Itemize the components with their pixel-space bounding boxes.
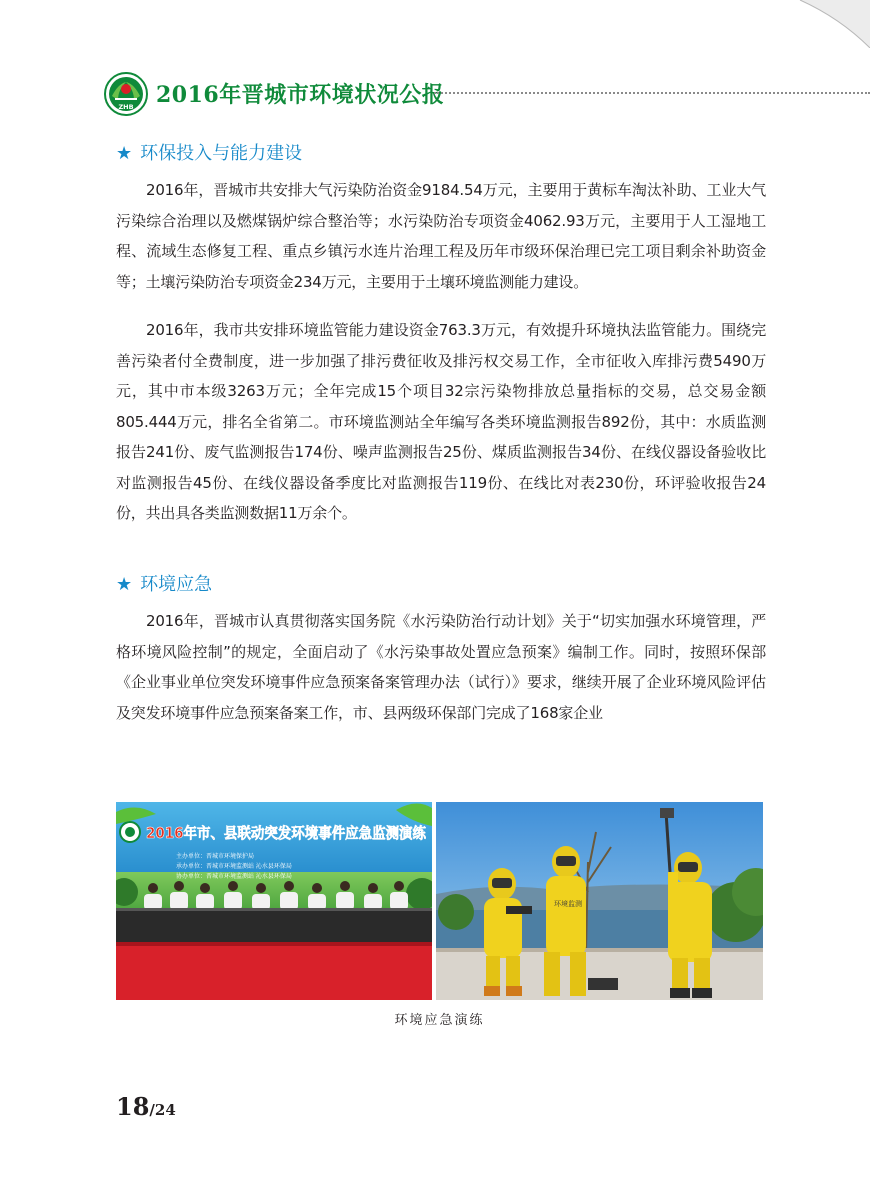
- paragraph: 2016年，晋城市认真贯彻落实国务院《水污染防治行动计划》关于“切实加强水环境管理，严格环境风险控制”的规定，全面启动了《水污染事故处置应急预案》编制工作。同时，按照环保部《企业事业单位突发环境事件应急预案备案管理办法（试行）》要求，继续开展了企业环境风险评估及突发环境事件应急预案备案工作，市、县两级环保部门完成了168家企业: [116, 612, 766, 722]
- hazmat-illustration: [436, 802, 763, 1000]
- page-header: [104, 72, 870, 116]
- photo-drill-stage: [116, 802, 432, 1000]
- zhb-logo: [104, 72, 148, 116]
- star-icon: ★: [116, 143, 133, 164]
- page-corner-decoration: [770, 0, 870, 48]
- logo-text: ZHB: [118, 103, 134, 111]
- photo-hazmat-drill: [436, 802, 763, 1000]
- section-heading-text: 环境应急: [140, 574, 213, 595]
- star-icon: ★: [116, 574, 133, 595]
- paragraph: 2016年，我市共安排环境监管能力建设资金763.3万元，有效提升环境执法监管能力。围绕完善污染者付全费制度，进一步加强了排污费征收及排污权交易工作，全市征收入库排污费5490万元，其中市本级3263万元；全年完成15个项目32宗污染物排放总量指标的交易，总交易金额805.444万元，排名全省第二。市环境监测站全年编写各类环境监测报告892份，其中：水质监测报告241份、废气监测报告174份、噪声监测报告25份、煤质监测报告34份、在线仪器设备验收比对监测报告45份、在线仪器设备季度比对监测报告119份、在线比对表230份，环评验收报告24份，共出具各类监测数据11万余个。: [116, 321, 766, 522]
- banner-subline: 协办单位：晋城市环境监测站 沁水县环保局: [176, 873, 292, 880]
- document-title: 2016年晋城市环境状况公报: [156, 82, 445, 108]
- page-separator: /: [149, 1101, 155, 1119]
- photo-caption: 环境应急演练: [394, 1013, 485, 1028]
- page-number: [116, 1092, 176, 1121]
- banner-subline: 主办单位：晋城市环境保护局: [176, 853, 255, 860]
- stage-illustration: [116, 802, 432, 1000]
- suit-label: 环境监测: [554, 900, 582, 908]
- banner-title: 2016年市、县联动突发环境事件应急监测演练: [146, 824, 427, 842]
- paragraph: 2016年，晋城市共安排大气污染防治资金9184.54万元，主要用于黄标车淘汰补助、工业大气污染综合治理以及燃煤锅炉综合整治等；水污染防治专项资金4062.93万元，主要用于人工湿地工程、流域生态修复工程、重点乡镇污水连片治理工程及历年市级环保治理已完工项目剩余补助资金等；土壤污染防治专项资金234万元，主要用于土壤环境监测能力建设。: [116, 181, 766, 291]
- section-heading-investment: [116, 141, 302, 167]
- page-current: 18: [116, 1092, 150, 1121]
- banner-subline: 承办单位：晋城市环境监测站 沁水县环保局: [176, 863, 292, 870]
- section-heading-emergency: [116, 572, 212, 598]
- page-total: 24: [154, 1101, 176, 1119]
- header-dotted-rule: [434, 92, 870, 94]
- section-heading-text: 环保投入与能力建设: [140, 143, 303, 164]
